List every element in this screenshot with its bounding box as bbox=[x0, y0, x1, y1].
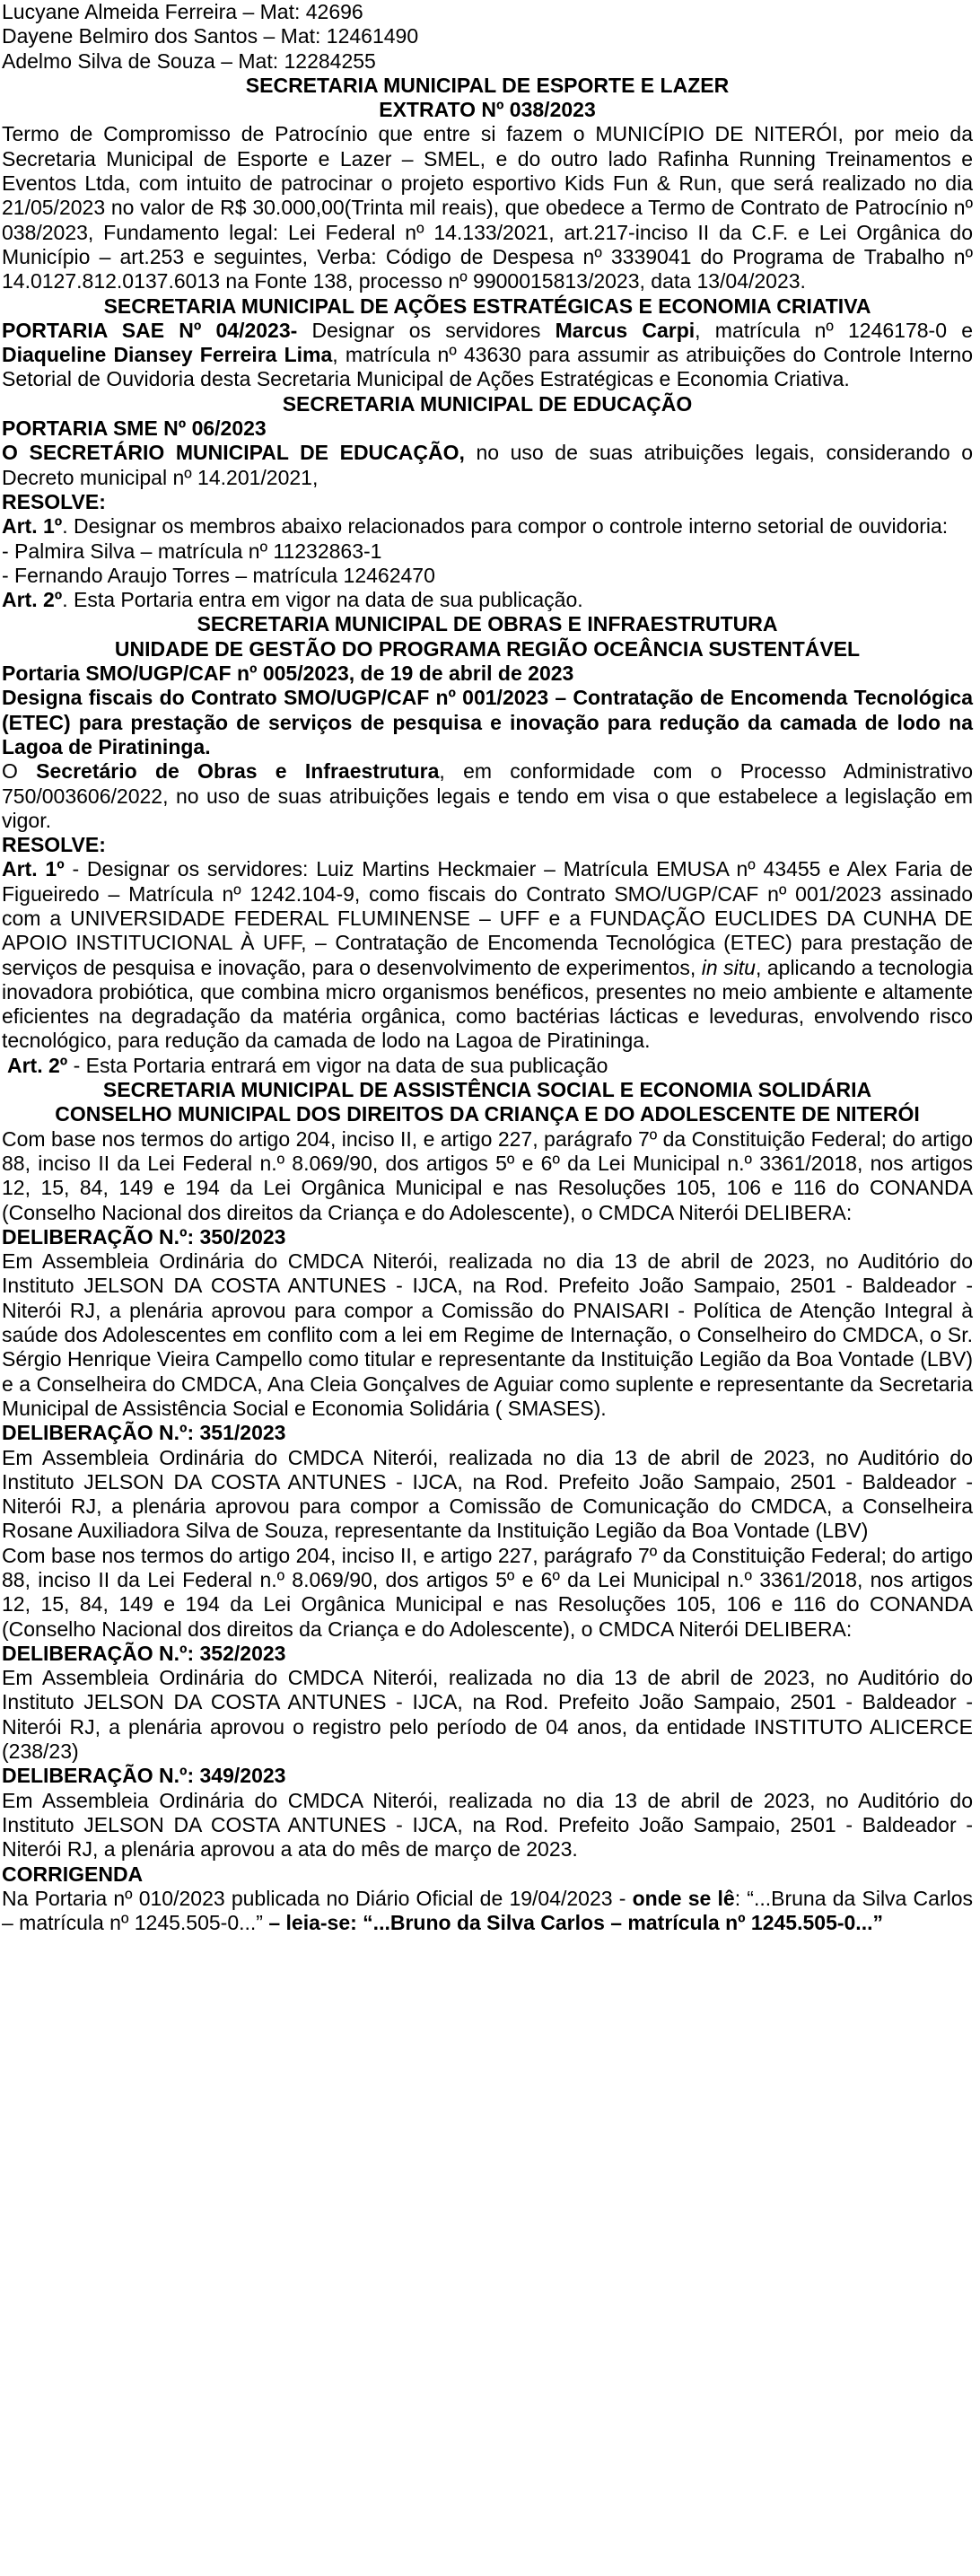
name-line: Dayene Belmiro dos Santos – Mat: 12461490 bbox=[2, 24, 419, 48]
deliberacao-title: DELIBERAÇÃO N.º: 350/2023 bbox=[2, 1224, 286, 1249]
preamble: Com base nos termos do artigo 204, inciso II, e artigo 227, parágrafo 7º da Constituição Federal; do artigo 88, inciso II da Lei Federal n.º 8.069/90, dos artigos 5º e 6º da Lei Municipal n.º 3361/2018, nos artigos 12, 15, 84, 149 e 194 da Lei Orgânica Municipal e nas Resoluções 105, 106 e 116 do CONANDA (Conselho Nacional dos direitos da Criança e do Adolescente), o CMDCA Niterói DELIBERA: bbox=[2, 1126, 973, 1224]
servidor-name: Diaqueline Diansey Ferreira Lima bbox=[2, 343, 333, 367]
text: no uso de suas atribuições legais, considerando o Decreto municipal nº 14.201/2021, bbox=[2, 441, 973, 489]
section-heading-educacao: SECRETARIA MUNICIPAL DE EDUCAÇÃO bbox=[282, 391, 693, 416]
section-heading-acoes: SECRETARIA MUNICIPAL DE AÇÕES ESTRATÉGICAS E ECONOMIA CRIATIVA bbox=[103, 294, 871, 318]
text: , matrícula nº 1246178-0 e bbox=[695, 318, 973, 342]
deliberacao-title: DELIBERAÇÃO N.º: 351/2023 bbox=[2, 1421, 286, 1445]
deliberacao-title: DELIBERAÇÃO N.º: 349/2023 bbox=[2, 1764, 286, 1788]
conselho-heading: CONSELHO MUNICIPAL DOS DIREITOS DA CRIANÇA E DO ADOLESCENTE DE NITERÓI bbox=[55, 1102, 920, 1126]
article-text: . Designar os membros abaixo relacionados para compor o controle interno setorial de ouvidoria: bbox=[62, 514, 949, 539]
text: Designar os servidores bbox=[297, 318, 556, 342]
portaria-smo-summary: Designa fiscais do Contrato SMO/UGP/CAF nº 001/2023 – Contratação de Encomenda Tecnológica (ETEC) para prestação de serviços de pesquisa e inovação para redução da camada de lodo na Lagoa de Piratininga. bbox=[2, 686, 973, 758]
section-heading-esporte: SECRETARIA MUNICIPAL DE ESPORTE E LAZER bbox=[245, 73, 730, 97]
extrato-body: Termo de Compromisso de Patrocínio que entre si fazem o MUNICÍPIO DE NITERÓI, por meio da Secretaria Municipal de Esporte e Lazer – SMEL, e do outro lado Rafinha Running Treinamentos e Eventos Ltda, com intuito de patrocinar o projeto esportivo Kids Fun & Run, que será realizado no dia 21/05/2023 no valor de R$ 30.000,00(Trinta mil reais), que obedece a Termo de Contrato de Patrocínio nº 038/2023, Fundamento legal: Lei Federal nº 14.133/2021, art.217-inciso II da C.F. e Lei Orgânica do Município – art.253 e seguintes, Verba: Código de Despesa nº 3339041 do Programa de Trabalho nº 14.0127.812.0137.6013 na Fonte 138, processo nº 9900015813/2023, data 13/04/2023. bbox=[2, 122, 973, 294]
deliberacao-title: DELIBERAÇÃO N.º: 352/2023 bbox=[2, 1641, 286, 1665]
secretario-title: Secretário de Obras e Infraestrutura bbox=[36, 759, 440, 784]
article-2 bbox=[2, 588, 973, 612]
portaria-sme-title: PORTARIA SME Nº 06/2023 bbox=[2, 416, 267, 441]
portaria-smo-title: Portaria SMO/UGP/CAF nº 005/2023, de 19 de abril de 2023 bbox=[2, 662, 574, 686]
deliberacao-body: Em Assembleia Ordinária do CMDCA Niterói, realizada no dia 13 de abril de 2023, no Auditório do Instituto JELSON DA COSTA ANTUNES - IJCA, na Rod. Prefeito João Sampaio, 2501 - Baldeador - Niterói RJ, a plenária aprovou o registro pelo período de 04 anos, da entidade INSTITUTO ALICERCE (238/23) bbox=[2, 1666, 973, 1764]
resolve-label: RESOLVE: bbox=[2, 833, 106, 857]
leia-se: – leia-se: “...Bruno da Silva Carlos – matrícula nº 1245.505-0...” bbox=[268, 1911, 883, 1935]
article-text: - Esta Portaria entrará em vigor na data de sua publicação bbox=[67, 1053, 608, 1077]
corrigenda-title: CORRIGENDA bbox=[2, 1862, 144, 1886]
article-label: Art. 1º bbox=[2, 857, 65, 881]
text: , em conformidade com o Processo Administrativo 750/003606/2022, no uso de suas atribuições legais e tendo em visa o que estabelece a legislação em vigor. bbox=[2, 759, 974, 832]
text: , matrícula nº 43630 para assumir as atribuições do Controle Interno Setorial de Ouvidoria desta Secretaria Municipal de Ações Estratégicas e Economia Criativa. bbox=[2, 343, 973, 391]
article-1 bbox=[2, 857, 973, 1053]
onde-se-le: onde se lê bbox=[632, 1886, 735, 1910]
article-label: Art. 1º bbox=[2, 514, 63, 539]
names-list bbox=[2, 0, 973, 74]
resolve-label: RESOLVE: bbox=[2, 489, 106, 513]
article-label: Art. 2º bbox=[2, 588, 63, 612]
article-text: - Designar os servidores: Luiz Martins Heckmaier – Matrícula EMUSA nº 43455 e Alex Faria de Figueiredo – Matrícula nº 1242.104-9, como fiscais do Contrato SMO/UGP/CAF nº 001/2023 assinado com a UNIVERSIDADE FEDERAL FLUMINENSE – UFF e a FUNDAÇÃO EUCLIDES DA CUNHA DE APOIO INSTITUCIONAL À UFF, – Contratação de Encomenda Tecnológica (ETEC) para prestação de serviços de pesquisa e inovação, para o desenvolvimento de experimentos, bbox=[2, 857, 973, 979]
name-line: Lucyane Almeida Ferreira – Mat: 42696 bbox=[2, 0, 363, 23]
preamble: Com base nos termos do artigo 204, inciso II, e artigo 227, parágrafo 7º da Constituição Federal; do artigo 88, inciso II da Lei Federal n.º 8.069/90, dos artigos 5º e 6º da Lei Municipal n.º 3361/2018, nos artigos 12, 15, 84, 149 e 194 da Lei Orgânica Municipal e nas Resoluções 105, 106 e 116 do CONANDA (Conselho Nacional dos direitos da Criança e do Adolescente), o CMDCA Niterói DELIBERA: bbox=[2, 1543, 973, 1641]
article-label: Art. 2º bbox=[7, 1053, 68, 1077]
section-heading-obras: SECRETARIA MUNICIPAL DE OBRAS E INFRAESTRUTURA bbox=[197, 612, 778, 636]
portaria-sae-body bbox=[2, 319, 973, 392]
text: Na Portaria nº 010/2023 publicada no Diário Oficial de 19/04/2023 - bbox=[2, 1886, 633, 1910]
text: : “...Bruna da Silva Carlos – matrícula nº 1245.505-0...” bbox=[2, 1886, 973, 1935]
member-item: - Fernando Araujo Torres – matrícula 12462470 bbox=[2, 563, 435, 587]
deliberacao-body: Em Assembleia Ordinária do CMDCA Niterói, realizada no dia 13 de abril de 2023, no Auditório do Instituto JELSON DA COSTA ANTUNES - IJCA, na Rod. Prefeito João Sampaio, 2501 - Baldeador - Niterói RJ, a plenária aprovou para compor a Comissão do PNAISARI - Política de Atenção Integral à saúde dos Adolescentes em conflito com a lei em Regime de Internação, o Conselheiro do CMDCA, o Sr. Sérgio Henrique Vieira Campello como titular e representante da Instituição Legião da Boa Vontade (LBV) e a Conselheira do CMDCA, Ana Cleia Gonçalves de Aguiar como suplente e representante da Secretaria Municipal de Assistência Social e Economia Solidária ( SMASES). bbox=[2, 1249, 973, 1420]
article-1 bbox=[2, 514, 973, 539]
article-text: , aplicando a tecnologia inovadora probiótica, que combina micro organismos benéficos, presentes no meio ambiente e altamente eficientes na degradação da matéria orgânica, como bactérias lácticas e leveduras, envolvendo risco tecnológico, para redução da camada de lodo na Lagoa de Piratininga. bbox=[2, 955, 973, 1053]
text: O bbox=[2, 759, 37, 784]
extrato-title: EXTRATO Nº 038/2023 bbox=[379, 98, 596, 122]
unidade-heading: UNIDADE DE GESTÃO DO PROGRAMA REGIÃO OCEÂNCIA SUSTENTÁVEL bbox=[114, 636, 861, 661]
italic-term: in situ bbox=[701, 955, 756, 979]
member-item: - Palmira Silva – matrícula nº 11232863-1 bbox=[2, 539, 382, 563]
portaria-smo-preamble bbox=[2, 759, 973, 833]
servidor-name: Marcus Carpi bbox=[555, 318, 696, 342]
article-2 bbox=[2, 1054, 973, 1078]
secretario-title: O SECRETÁRIO MUNICIPAL DE EDUCAÇÃO, bbox=[2, 441, 465, 465]
name-line: Adelmo Silva de Souza – Mat: 12284255 bbox=[2, 48, 376, 73]
article-text: . Esta Portaria entra em vigor na data de sua publicação. bbox=[62, 588, 583, 612]
deliberacao-body: Em Assembleia Ordinária do CMDCA Niterói, realizada no dia 13 de abril de 2023, no Auditório do Instituto JELSON DA COSTA ANTUNES - IJCA, na Rod. Prefeito João Sampaio, 2501 - Baldeador - Niterói RJ, a plenária aprovou a ata do mês de março de 2023. bbox=[2, 1788, 973, 1862]
deliberacao-body: Em Assembleia Ordinária do CMDCA Niterói, realizada no dia 13 de abril de 2023, no Auditório do Instituto JELSON DA COSTA ANTUNES - IJCA, na Rod. Prefeito João Sampaio, 2501 - Baldeador - Niterói RJ, a plenária aprovou para compor a Comissão de Comunicação do CMDCA, a Conselheira Rosane Auxiliadora Silva de Souza, representante da Instituição Legião da Boa Vontade (LBV) bbox=[2, 1445, 973, 1543]
portaria-sae-title: PORTARIA SAE Nº 04/2023- bbox=[2, 318, 298, 342]
corrigenda-body bbox=[2, 1887, 973, 1936]
section-heading-assistencia: SECRETARIA MUNICIPAL DE ASSISTÊNCIA SOCIAL E ECONOMIA SOLIDÁRIA bbox=[102, 1078, 872, 1102]
portaria-sme-preamble bbox=[2, 441, 973, 490]
